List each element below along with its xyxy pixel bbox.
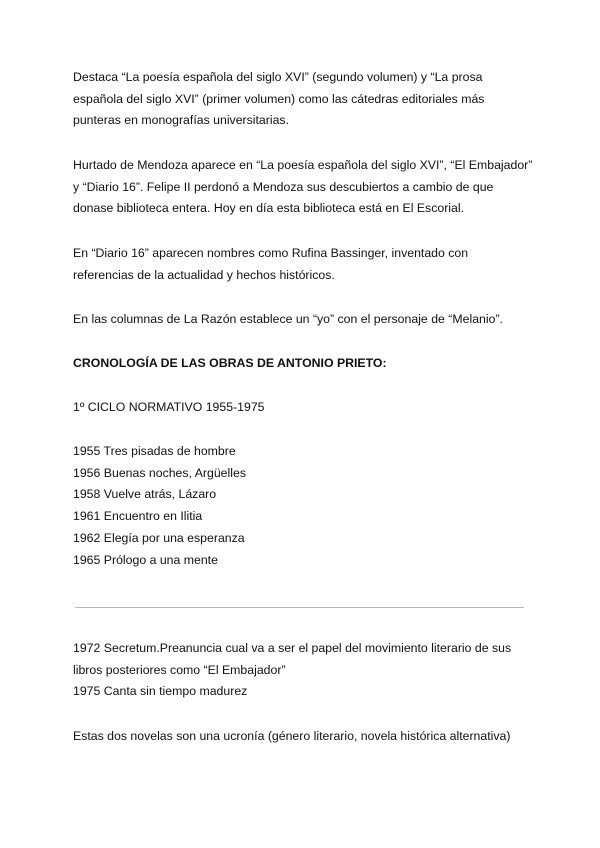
cycle-title <box>73 397 543 419</box>
horizontal-divider <box>75 607 524 608</box>
text-line: Estas dos novelas son una ucronía (género literario, novela histórica alternativa) <box>73 729 511 743</box>
list-item: 1958 Vuelve atrás, Lázaro <box>73 487 217 502</box>
section-heading <box>73 353 543 375</box>
cycle-title-text: 1º CICLO NORMATIVO 1955-1975 <box>73 400 265 414</box>
text-line: y “Diario 16”. Felipe II perdonó a Mendoza sus descubiertos a cambio de que <box>73 179 494 194</box>
later-works-list <box>73 638 543 703</box>
list-item: 1962 Elegía por una esperanza <box>73 530 245 545</box>
paragraph-la-razon <box>73 309 543 331</box>
text-line: donase biblioteca entera. Hoy en día esta biblioteca está en El Escorial. <box>73 201 465 216</box>
list-item: 1975 Canta sin tiempo madurez <box>73 684 248 699</box>
heading-text: CRONOLOGÍA DE LAS OBRAS DE ANTONIO PRIETO: <box>73 356 387 370</box>
works-list <box>73 441 543 571</box>
text-line: española del siglo XVI” (primer volumen) como las cátedras editoriales más <box>73 91 485 106</box>
list-item: 1965 Prólogo a una mente <box>73 552 218 567</box>
list-item: 1972 Secretum.Preanuncia cual va a ser el papel del movimiento literario de sus <box>73 641 512 655</box>
list-item: 1961 Encuentro en Ilitia <box>73 509 203 524</box>
text-line: punteras en monografías universitarias. <box>73 113 289 128</box>
text-line: Hurtado de Mendoza aparece en “La poesía española del siglo XVI”, “El Embajador” <box>73 158 533 172</box>
text-line: referencias de la actualidad y hechos históricos. <box>73 267 335 282</box>
text-line: En las columnas de La Razón establece un “yo” con el personaje de “Melanio”. <box>73 312 503 326</box>
closing-paragraph <box>73 726 543 748</box>
list-item: 1956 Buenas noches, Argüelles <box>73 465 246 480</box>
paragraph-diario-16 <box>73 243 543 286</box>
text-line: En “Diario 16” aparecen nombres como Rufina Bassinger, inventado con <box>73 246 469 260</box>
list-item: 1955 Tres pisadas de hombre <box>73 444 236 458</box>
text-line: Destaca “La poesía española del siglo XVI” (segundo volumen) y “La prosa <box>73 70 483 84</box>
paragraph-poesia-prosa <box>73 67 543 132</box>
list-item: libros posteriores como “El Embajador” <box>73 662 286 677</box>
paragraph-hurtado-mendoza <box>73 155 543 220</box>
